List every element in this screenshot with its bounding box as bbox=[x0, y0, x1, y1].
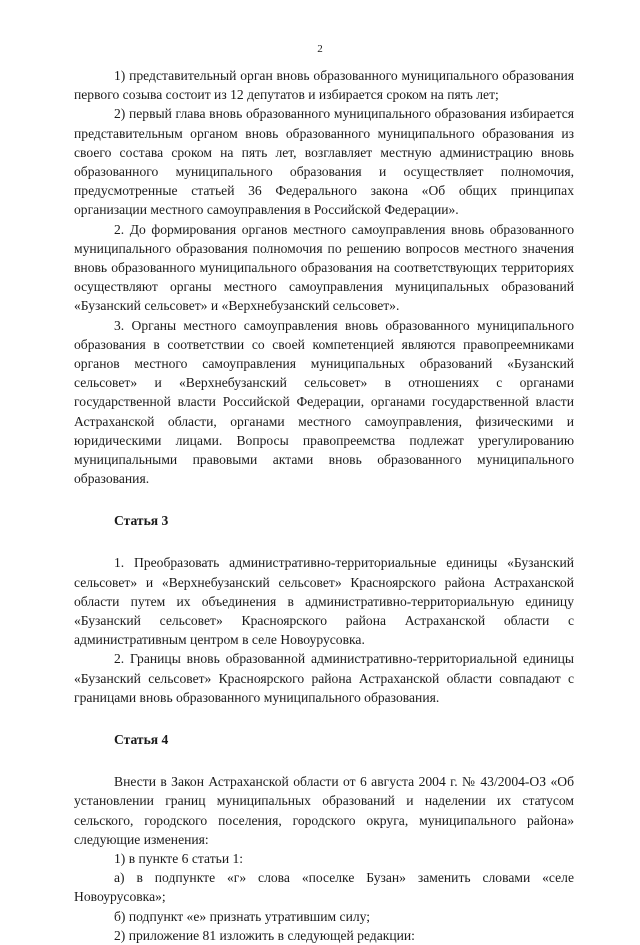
article-4-paragraph-4: б) подпункт «е» признать утратившим силу; bbox=[114, 908, 371, 924]
article-3-heading: Статья 3 bbox=[114, 513, 169, 529]
intro-paragraph-2: 2) первый глава вновь образованного муниципального образования избирается представительным органом вновь образованного муниципального образования из своего состава сроком на пять лет, возглавляет местную администрацию вновь образованного муниципального образования и осуществляет полномочия, предусмотренные статьей 36 Федерального закона «Об общих принципах организации местного самоуправления в Российской Федерации». bbox=[74, 106, 574, 218]
article-3-paragraph-2: 2. Границы вновь образованной административно-территориальной единицы «Бузанский сельсовет» Красноярского района Астраханской области совпадают с границами вновь образованного муниципального образования. bbox=[74, 651, 574, 705]
page-number: 2 bbox=[317, 43, 323, 55]
spacer bbox=[74, 530, 574, 553]
spacer bbox=[74, 488, 574, 511]
document-body bbox=[74, 66, 574, 945]
article-3-paragraph-1: 1. Преобразовать административно-территориальные единицы «Бузанский сельсовет» и «Верхнебузанский сельсовет» Красноярского района Астраханской области путем их объединения в административно-территориальную единицу «Бузанский сельсовет» Красноярского района Астраханской области с административным центром в селе Новоурусовка. bbox=[74, 555, 574, 648]
article-4-paragraph-3: а) в подпункте «г» слова «поселке Бузан» заменить словами «селе Новоурусовка»; bbox=[74, 870, 574, 905]
article-4-paragraph-1: Внести в Закон Астраханской области от 6 августа 2004 г. № 43/2004-ОЗ «Об установлении границ муниципальных образований и наделении их статусом сельского, городского поселения, городского округа, муниципального района» следующие изменения: bbox=[74, 774, 574, 847]
intro-paragraph-4: 3. Органы местного самоуправления вновь образованного муниципального образования в соответствии со своей компетенцией являются правопреемниками органов местного самоуправления муниципальных образований «Бузанский сельсовет» и «Верхнебузанский сельсовет» в отношениях с органами государственной власти Российской Федерации, органами государственной власти Астраханской области, органами местного самоуправления, физическими и юридическими лицами. Вопросы правопреемства подлежат урегулированию муниципальными правовыми актами вновь образованного муниципального образования. bbox=[74, 317, 574, 487]
article-4-heading: Статья 4 bbox=[114, 732, 169, 748]
intro-paragraph-1: 1) представительный орган вновь образованного муниципального образования первого созыва состоит из 12 депутатов и избирается сроком на пять лет; bbox=[74, 68, 574, 103]
article-4-paragraph-5: 2) приложение 81 изложить в следующей редакции: bbox=[114, 927, 415, 943]
intro-paragraph-3: 2. До формирования органов местного самоуправления вновь образованного муниципального образования полномочия по решению вопросов местного значения вновь образованного муниципального образования на соответствующих территориях осуществляют органы местного самоуправления муниципальных образований «Бузанский сельсовет» и «Верхнебузанский сельсовет». bbox=[74, 221, 574, 314]
spacer bbox=[74, 749, 574, 772]
spacer bbox=[74, 707, 574, 730]
article-4-paragraph-2: 1) в пункте 6 статьи 1: bbox=[114, 850, 244, 866]
